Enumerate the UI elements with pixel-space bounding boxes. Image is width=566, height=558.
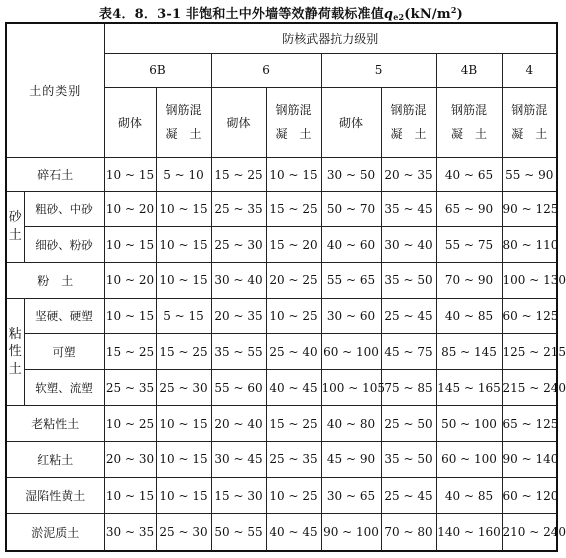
table-cell: 30 ~ 35 [104,514,156,551]
table-cell: 10 ~ 15 [266,158,321,192]
level-header: 6B [104,53,211,87]
table-cell: 60 ~ 125 [502,298,557,333]
table-row [6,441,557,477]
table-cell: 40 ~ 45 [266,514,321,551]
row-label: 粉 土 [6,262,104,298]
row-label: 细砂、粉砂 [24,227,104,262]
table-cell: 65 ~ 125 [502,406,557,441]
table-cell: 25 ~ 35 [266,441,321,477]
table-cell: 15 ~ 25 [266,192,321,227]
table-cell: 100 ~ 130 [502,262,557,298]
table-cell: 5 ~ 10 [156,158,211,192]
table-cell: 215 ~ 240 [502,370,557,406]
level-header: 4 [502,53,557,87]
table-row [6,298,557,333]
row-label: 坚硬、硬塑 [24,298,104,333]
table-cell: 75 ~ 85 [381,370,436,406]
table-cell: 90 ~ 100 [321,514,381,551]
table-cell: 50 ~ 55 [211,514,266,551]
table-cell: 50 ~ 100 [436,406,502,441]
rc-header [436,87,502,157]
table-cell: 145 ~ 165 [436,370,502,406]
table-cell: 210 ~ 240 [502,514,557,551]
table-row [6,514,557,551]
table-cell: 30 ~ 65 [321,477,381,513]
title-unit-open: (kN/m [404,7,451,22]
table-cell: 10 ~ 15 [156,227,211,262]
row-label: 软塑、流塑 [24,370,104,406]
table-cell: 25 ~ 35 [211,192,266,227]
table-cell: 10 ~ 20 [104,262,156,298]
table-cell: 10 ~ 15 [104,227,156,262]
table-cell: 55 ~ 60 [211,370,266,406]
header-row-1 [6,23,557,53]
table-row [6,477,557,513]
table-cell: 60 ~ 120 [502,477,557,513]
row-label: 红粘土 [6,441,104,477]
level-header: 4B [436,53,502,87]
rc-header [156,87,211,157]
table-cell: 30 ~ 40 [381,227,436,262]
table-cell: 15 ~ 25 [156,334,211,370]
rc-header [266,87,321,157]
table-cell: 25 ~ 45 [381,477,436,513]
table-cell: 10 ~ 15 [156,262,211,298]
table-row [6,370,557,406]
table-cell: 5 ~ 15 [156,298,211,333]
table-cell: 70 ~ 80 [381,514,436,551]
table-cell: 30 ~ 45 [211,441,266,477]
table-cell: 10 ~ 15 [156,406,211,441]
soil-type-header: 土的类别 [6,23,104,158]
table-cell: 25 ~ 35 [104,370,156,406]
rc-header-line2: 凝 土 [275,127,312,142]
table-cell: 20 ~ 35 [211,298,266,333]
table-cell: 25 ~ 40 [266,334,321,370]
table-cell: 140 ~ 160 [436,514,502,551]
table-cell: 15 ~ 30 [211,477,266,513]
title-unit-power: 2 [450,5,457,15]
rc-header-line1: 钢筋混 [511,103,548,118]
table-cell: 40 ~ 80 [321,406,381,441]
table-cell: 65 ~ 90 [436,192,502,227]
title-symbol: q [383,7,394,22]
masonry-header: 砌体 [321,87,381,157]
rc-header [502,87,557,157]
table-cell: 90 ~ 140 [502,441,557,477]
table-cell: 50 ~ 70 [321,192,381,227]
table-cell: 30 ~ 60 [321,298,381,333]
table-cell: 10 ~ 15 [156,192,211,227]
table-cell: 30 ~ 40 [211,262,266,298]
rc-header-line1: 钢筋混 [451,103,488,118]
table-cell: 35 ~ 45 [381,192,436,227]
table-cell: 15 ~ 20 [266,227,321,262]
table-cell: 10 ~ 15 [104,298,156,333]
table-cell: 10 ~ 15 [156,477,211,513]
table-cell: 10 ~ 15 [156,441,211,477]
table-cell: 45 ~ 75 [381,334,436,370]
rc-header [381,87,436,157]
table-cell: 85 ~ 145 [436,334,502,370]
load-table [5,22,566,552]
rc-header-line2: 凝 土 [165,127,202,142]
masonry-header: 砌体 [211,87,266,157]
table-cell: 15 ~ 25 [104,334,156,370]
table-cell: 30 ~ 50 [321,158,381,192]
rc-header-line1: 钢筋混 [275,103,312,118]
protection-level-header: 防核武器抗力级别 [104,23,557,53]
table-cell: 100 ~ 105 [321,370,381,406]
row-label: 粗砂、中砂 [24,192,104,227]
table-cell: 40 ~ 85 [436,298,502,333]
group-label-cohesive [6,298,24,406]
table-cell: 25 ~ 45 [381,298,436,333]
table-cell: 10 ~ 20 [104,192,156,227]
table-cell: 40 ~ 60 [321,227,381,262]
table-row [6,158,557,192]
table-row [6,227,557,262]
table-cell: 125 ~ 215 [502,334,557,370]
row-label: 老粘性土 [6,406,104,441]
table-cell: 10 ~ 15 [104,477,156,513]
table-cell: 10 ~ 25 [104,406,156,441]
table-cell: 45 ~ 90 [321,441,381,477]
row-label: 湿陷性黄土 [6,477,104,513]
group-label-text: 粘性土 [8,326,22,377]
table-cell: 20 ~ 25 [266,262,321,298]
masonry-header: 砌体 [104,87,156,157]
table-row [6,406,557,441]
table-cell: 60 ~ 100 [436,441,502,477]
table-cell: 10 ~ 25 [266,477,321,513]
table-cell: 10 ~ 25 [266,298,321,333]
table-cell: 60 ~ 100 [321,334,381,370]
table-cell: 20 ~ 35 [381,158,436,192]
table-cell: 15 ~ 25 [211,158,266,192]
table-cell: 90 ~ 125 [502,192,557,227]
table-cell: 55 ~ 90 [502,158,557,192]
table-cell: 70 ~ 90 [436,262,502,298]
table-cell: 55 ~ 75 [436,227,502,262]
table-cell: 25 ~ 30 [211,227,266,262]
table-cell: 40 ~ 45 [266,370,321,406]
table-row [6,262,557,298]
row-label: 淤泥质土 [6,514,104,551]
rc-header-line2: 凝 土 [390,127,427,142]
table-cell: 55 ~ 65 [321,262,381,298]
table-cell: 40 ~ 65 [436,158,502,192]
table-row [6,192,557,227]
row-label: 可塑 [24,334,104,370]
table-cell: 40 ~ 85 [436,477,502,513]
level-header: 6 [211,53,321,87]
rc-header-line1: 钢筋混 [165,103,202,118]
table-cell: 10 ~ 15 [104,158,156,192]
group-label-text: 砂土 [8,210,22,243]
table-title [0,0,562,20]
title-subscript: e2 [393,12,405,22]
table-cell: 20 ~ 30 [104,441,156,477]
rc-header-line2: 凝 土 [511,127,548,142]
rc-header-line1: 钢筋混 [390,103,427,118]
table-cell: 20 ~ 40 [211,406,266,441]
table-row [6,334,557,370]
group-label-sand [6,192,24,262]
table-cell: 15 ~ 25 [266,406,321,441]
table-cell: 25 ~ 30 [156,370,211,406]
table-cell: 25 ~ 50 [381,406,436,441]
row-label: 碎石土 [6,158,104,192]
level-header: 5 [321,53,436,87]
table-cell: 35 ~ 50 [381,262,436,298]
title-unit-close: ) [456,7,463,22]
table-cell: 25 ~ 30 [156,514,211,551]
table-cell: 35 ~ 55 [211,334,266,370]
table-cell: 35 ~ 50 [381,441,436,477]
table-cell: 80 ~ 110 [502,227,557,262]
title-text: 表4．8．3-1 非饱和土中外墙等效静荷载标准值 [99,7,384,22]
rc-header-line2: 凝 土 [451,127,488,142]
